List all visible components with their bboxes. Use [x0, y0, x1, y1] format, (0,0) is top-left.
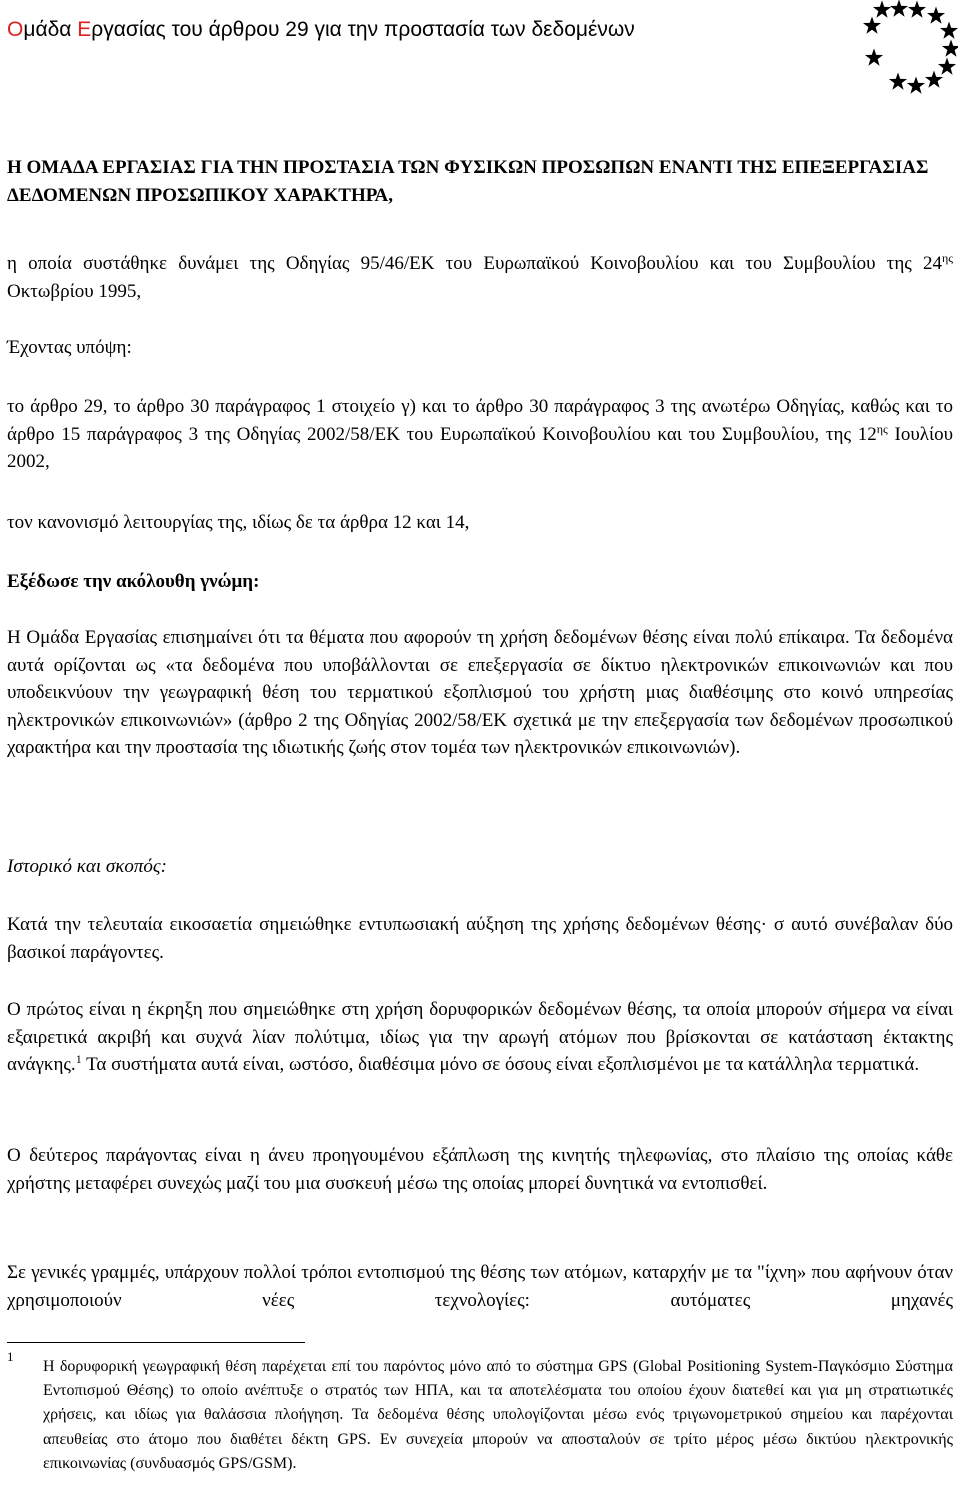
- footnote-number: 1: [7, 1349, 14, 1364]
- header-text-1: μάδα: [23, 18, 78, 41]
- superscript-ordinal: ης: [876, 421, 888, 436]
- header-initial-o: Ο: [7, 18, 24, 41]
- paragraph-rules-of-procedure: τον κανονισμό λειτουργίας της, ιδίως δε τα άρθρα 12 και 14,: [7, 512, 470, 533]
- footnote-text: Η δορυφορική γεωγραφική θέση παρέχεται επί του παρόντος μόνο από το σύστημα GPS (Global Positioning System-Παγκόσμιο Σύστημα Εντοπισμού Θέσης) το οποίο ανέπτυξε ο στρατός των ΗΠΑ, και τα αποτελέσματα του οποίου έχουν διατεθεί και για μη στρατιωτικές χρήσεις, και ιδίως για θαλάσσια πλοήγηση. Τα δεδομένα θέσης υπολογίζονται μέσω ενός τριγωνομετρικού σημείου και παρέχονται απευθείας στο άτομο που διαθέτει δέκτη GPS. Εν συνεχεία μπορούν να αποσταλούν σε τρίτο μέρος μέσω δικτύου ηλεκτρονικής επικοινωνίας (συνδυασμός GPS/GSM).: [43, 1358, 953, 1472]
- paragraph-general: Σε γενικές γραμμές, υπάρχουν πολλοί τρόποι εντοπισμού της θέσης των ατόμων, καταρχήν με τα "ίχνη» που αφήνουν όταν χρησιμοποιούν νέες τεχνολογίες: αυτόματες μηχανές: [7, 1262, 953, 1311]
- paragraph-considering: Έχοντας υπόψη:: [7, 337, 132, 358]
- document-heading: Η ΟΜΑΔΑ ΕΡΓΑΣΙΑΣ ΓΙΑ ΤΗΝ ΠΡΟΣΤΑΣΙΑ ΤΩΝ ΦΥΣΙΚΩΝ ΠΡΟΣΩΠΩΝ ΕΝΑΝΤΙ ΤΗΣ ΕΠΕΞΕΡΓΑΣΙΑΣ ΔΕΔΟΜΕΝΩΝ ΠΡΟΣΩΠΙΚΟΥ ΧΑΡΑΚΤΗΡΑ,: [7, 157, 929, 206]
- paragraph-established: η οποία συστάθηκε δυνάμει της Οδηγίας 95/46/ΕΚ του Ευρωπαϊκού Κοινοβουλίου και του Συμβουλίου της $24^{\eta\varsigma}$ Οκτωβρίου 1995,: [7, 251, 953, 302]
- footnote-reference[interactable]: 1: [75, 1052, 82, 1066]
- paragraph-articles: το άρθρο 29, το άρθρο 30 παράγραφος 1 στοιχείο γ) και το άρθρο 30 παράγραφος 3 της ανωτέρω Οδηγίας, καθώς και το άρθρο 15 παράγραφος 3 της Οδηγίας 2002/58/ΕΚ του Ευρωπαϊκού Κοινοβουλίου και του Συμβουλίου, της $12^{\eta\varsigma}$ Ιουλίου 2002,: [7, 396, 953, 472]
- section-heading-history: Ιστορικό και σκοπός:: [7, 856, 167, 877]
- superscript-ordinal: ης: [941, 251, 953, 265]
- paragraph-location-data: Η Ομάδα Εργασίας επισημαίνει ότι τα θέματα που αφορούν τη χρήση δεδομένων θέσης είναι πολύ επίκαιρα. Τα δεδομένα αυτά ορίζονται ως «τα δεδομένα που υποβάλλονται σε επεξεργασία σε δίκτυο ηλεκτρονικών επικοινωνιών και που υποδεικνύουν την γεωγραφική θέση του τερματικού εξοπλισμού του χρήστη μιας διαθέσιμης στο κοινό υπηρεσίας ηλεκτρονικών επικοινωνιών» (άρθρο 2 της Οδηγίας 2002/58/ΕΚ σχετικά με την επεξεργασία των δεδομένων προσωπικού χαρακτήρα και την προστασία της ιδιωτικής ζωής στον τομέα των ηλεκτρονικών επικοινωνιών).: [7, 627, 953, 758]
- paragraph-growth: Κατά την τελευταία εικοσαετία σημειώθηκε εντυπωσιακή αύξηση της χρήσης δεδομένων θέσης· σ αυτό συνέβαλαν δύο βασικοί παράγοντες.: [7, 914, 953, 963]
- paragraph-issued-opinion: Εξέδωσε την ακόλουθη γνώμη:: [7, 571, 260, 592]
- header-initial-e: Ε: [77, 18, 92, 41]
- footnote-separator: [7, 1342, 305, 1343]
- paragraph-mobile: Ο δεύτερος παράγοντας είναι η άνευ προηγουμένου εξάπλωση της κινητής τηλεφωνίας, στο πλαίσιο της οποίας κάθε χρήστης μεταφέρει συνεχώς μαζί του μια συσκευή μέσω της οποίας μπορεί δυνητικά να εντοπισθεί.: [7, 1145, 953, 1194]
- header-text-2: ργασίας του άρθρου 29 για την προστασία των δεδομένων: [91, 18, 635, 41]
- header-title: [7, 18, 635, 42]
- paragraph-satellite: Ο πρώτος είναι η έκρηξη που σημειώθηκε στη χρήση δορυφορικών δεδομένων θέσης, τα οποία μπορούν σήμερα να είναι εξαιρετικά ακριβή και συχνά λίαν πολύτιμα, ιδίως για την αρωγή ατόμων που βρίσκονται σε κατάσταση έκτακτης ανάγκης.$^1$ Τα συστήματα αυτά είναι, ωστόσο, διαθέσιμα μόνο σε όσους είναι εξοπλισμένοι με τα κατάλληλα τερματικά.: [7, 999, 953, 1075]
- eu-stars-icon: [862, 0, 958, 96]
